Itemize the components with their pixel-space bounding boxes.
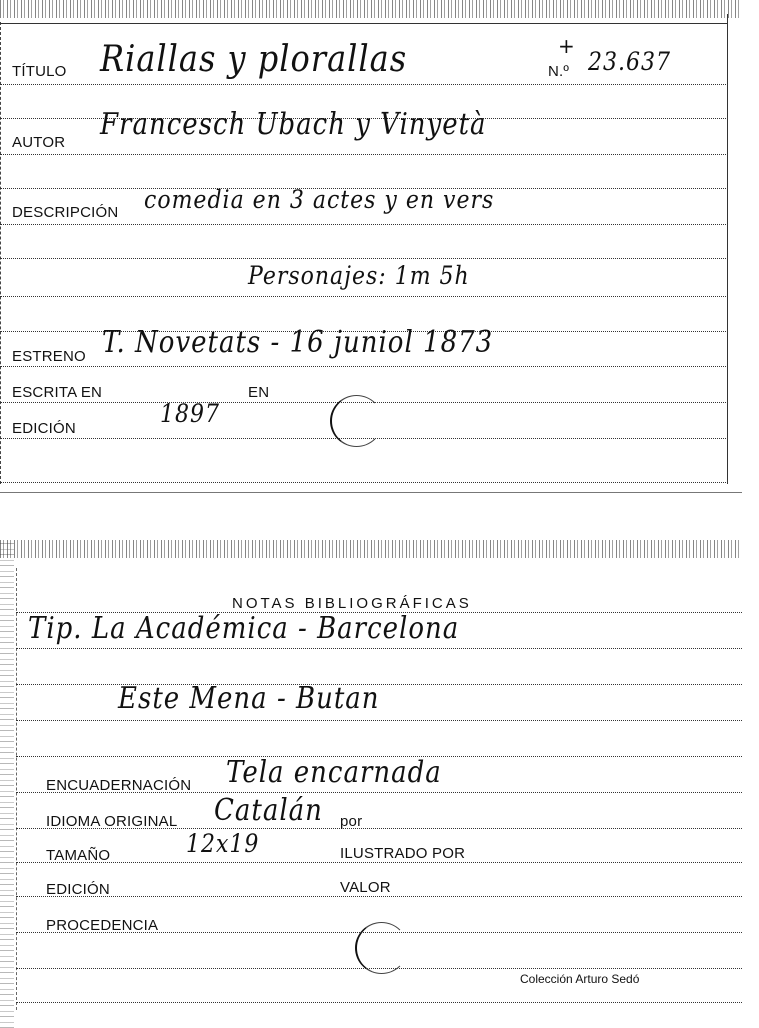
estreno-label: ESTRENO bbox=[12, 348, 86, 365]
escrita-en-label: ESCRITA EN bbox=[12, 384, 103, 401]
notes-heading: NOTAS BIBLIOGRÁFICAS bbox=[232, 595, 472, 612]
card-top-edge bbox=[0, 0, 742, 18]
ruled-line bbox=[0, 482, 728, 483]
notes-line-1: Tip. La Académica - Barcelona bbox=[28, 611, 460, 646]
estreno-value: T. Novetats - 16 juniol 1873 bbox=[102, 325, 494, 360]
titulo-value: Riallas y plorallas bbox=[100, 36, 408, 80]
title-card bbox=[0, 0, 742, 493]
encuadernacion-label: ENCUADERNACIÓN bbox=[46, 777, 192, 794]
procedencia-label: PROCEDENCIA bbox=[46, 917, 159, 934]
idioma-label: IDIOMA ORIGINAL bbox=[46, 813, 178, 830]
ruled-line bbox=[16, 896, 742, 897]
ruled-line bbox=[0, 296, 728, 297]
divider bbox=[0, 23, 728, 24]
ruled-line bbox=[0, 366, 728, 367]
por-label: por bbox=[340, 813, 363, 830]
tamano-value: 12x19 bbox=[186, 830, 260, 859]
card-left-edge bbox=[0, 22, 2, 484]
valor-label: VALOR bbox=[340, 879, 391, 896]
ruled-line bbox=[0, 154, 728, 155]
card-left-edge bbox=[16, 568, 17, 1010]
ruled-line bbox=[16, 862, 742, 863]
card-left-edge bbox=[0, 540, 14, 1028]
ruled-line bbox=[16, 648, 742, 649]
ruled-line bbox=[0, 84, 728, 85]
card-top-edge bbox=[0, 540, 742, 558]
ilustrado-label: ILUSTRADO POR bbox=[340, 845, 466, 862]
number-value: 23.637 bbox=[588, 48, 671, 77]
idioma-value: Catalán bbox=[214, 793, 323, 828]
tamano-label: TAMAÑO bbox=[46, 847, 111, 864]
collection-imprint: Colección Arturo Sedó bbox=[520, 972, 640, 986]
descripcion-value: comedia en 3 actes y en vers bbox=[144, 186, 495, 215]
edicion-label: EDICIÓN bbox=[12, 420, 76, 437]
notes-card bbox=[0, 540, 742, 1028]
card-right-edge bbox=[727, 14, 742, 484]
notes-line-2: Este Mena - Butan bbox=[118, 681, 380, 716]
punch-hole bbox=[355, 922, 408, 974]
number-label: N.º bbox=[548, 63, 570, 80]
autor-label: AUTOR bbox=[12, 134, 66, 151]
titulo-label: TÍTULO bbox=[12, 63, 67, 80]
ruled-line bbox=[0, 224, 728, 225]
ruled-line bbox=[16, 720, 742, 721]
punch-hole bbox=[330, 395, 383, 447]
encuadernacion-value: Tela encarnada bbox=[226, 755, 442, 790]
descripcion-label: DESCRIPCIÓN bbox=[12, 204, 119, 221]
autor-value: Francesch Ubach y Vinyetà bbox=[100, 107, 487, 142]
en-label: EN bbox=[248, 384, 270, 401]
ruled-line bbox=[16, 1002, 742, 1003]
edicion-label: EDICIÓN bbox=[46, 881, 110, 898]
personajes-value: Personajes: 1m 5h bbox=[248, 262, 470, 291]
ruled-line bbox=[0, 258, 728, 259]
edicion-value: 1897 bbox=[160, 400, 220, 429]
cross-mark: + bbox=[558, 34, 575, 58]
